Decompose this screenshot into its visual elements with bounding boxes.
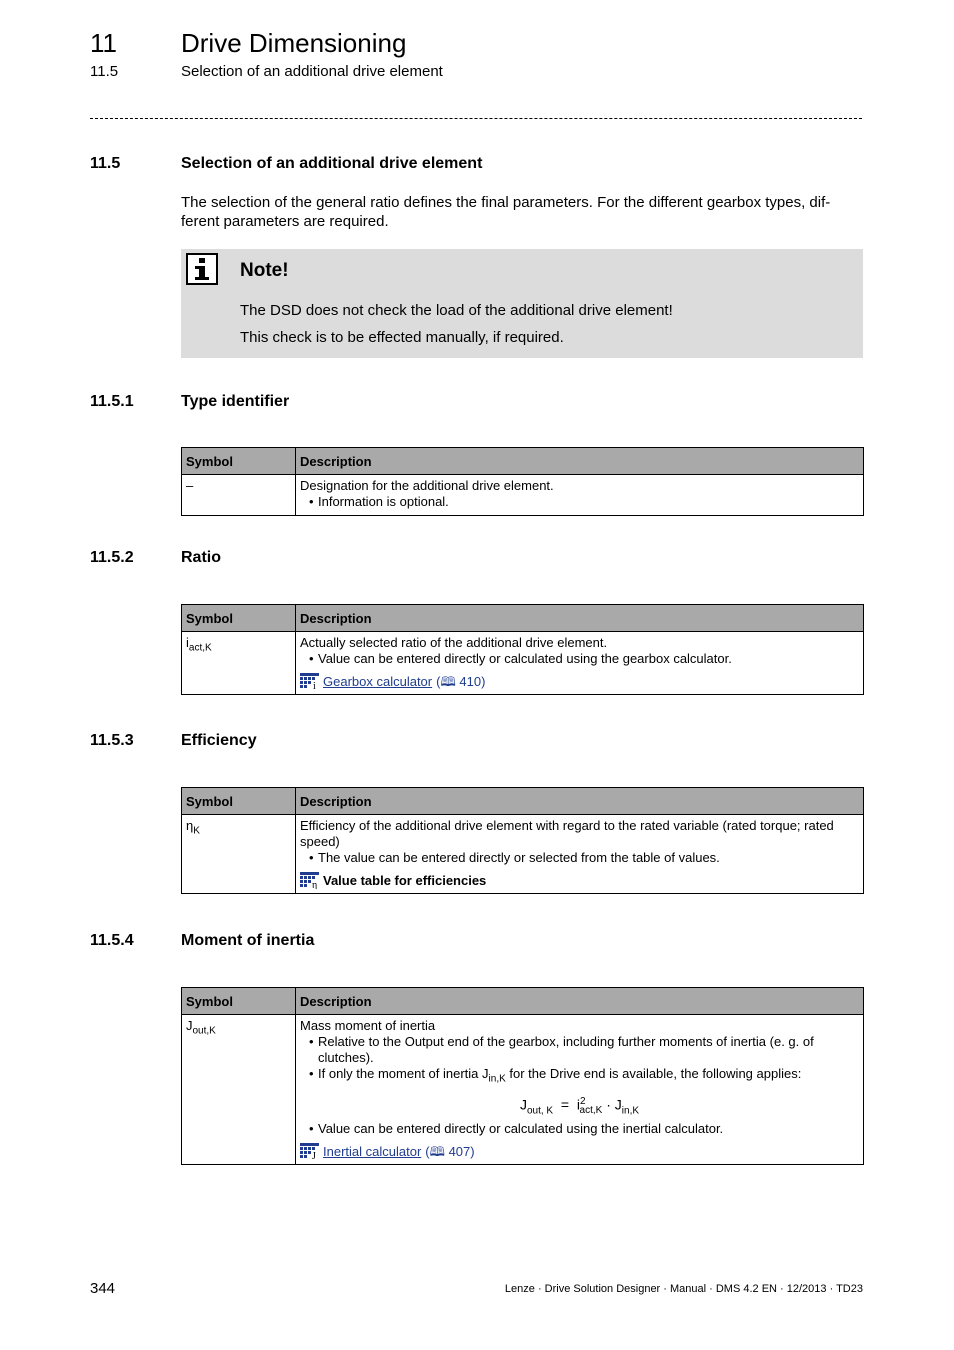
table-row [182,815,864,894]
header-section-number: 11.5 [90,63,119,80]
subsection-number: 11.5.2 [90,549,134,566]
intro-line-2: ferent parameters are required. [181,213,389,230]
description-text: speed) [300,834,340,849]
subsection-number: 11.5.1 [90,393,134,410]
page-reference-number: 410 [459,674,482,689]
bullet-text: for the Drive end is available, the following applies: [505,1066,802,1081]
description-text: Designation for the additional drive element. [300,478,554,493]
calculator-icon [300,673,319,690]
bullet-item: • The value can be entered directly or selected from the table of values. [300,850,859,866]
note-box [181,249,863,358]
bullet-item: • Value can be entered directly or calculated using the inertial calculator. [300,1121,859,1137]
column-header-description: Description [296,788,864,815]
formula-operator: · [606,1096,611,1113]
description-text: Actually selected ratio of the additional drive element. [300,635,608,650]
description-cell [296,1015,864,1165]
info-icon [186,253,218,285]
formula-subscript: act,K [579,1105,603,1117]
column-header-description: Description [296,605,864,632]
svg-text:η: η [312,880,318,889]
description-text: Efficiency of the additional drive element with regard to the rated variable (rated torque; rated [300,818,834,833]
note-line-1: The DSD does not check the load of the additional drive element! [240,302,673,319]
note-line-2: This check is to be effected manually, if required. [240,329,564,346]
bullet-item [300,1034,859,1066]
column-header-symbol: Symbol [182,605,296,632]
bullet-item: • Information is optional. [300,494,859,510]
document-info: Lenze · Drive Solution Designer · Manual · DMS 4.2 EN · 12/2013 · TD23 [504,1283,863,1295]
formula-subscript: out, K [526,1105,554,1117]
bullet-item [300,1066,859,1088]
table-row [182,632,864,695]
bullet-line: clutches). [318,1050,374,1065]
note-title: Note! [240,260,289,281]
subsection-title: Type identifier [181,393,290,410]
type-identifier-table [181,447,864,516]
column-header-symbol: Symbol [182,788,296,815]
subsection-number: 11.5.3 [90,732,134,749]
symbol-main: i [186,635,189,650]
description-cell [296,815,864,894]
section-intro [181,193,863,231]
table-row [182,475,864,516]
column-header-description: Description [296,988,864,1015]
page-number: 344 [90,1280,116,1297]
section-title: Selection of an additional drive element [181,155,483,172]
column-header-symbol: Symbol [182,448,296,475]
formula-term: J [614,1096,622,1113]
intro-line-1: The selection of the general ratio defines the final parameters. For the different gearbox types, dif- [181,194,831,211]
symbol-cell [182,1015,296,1165]
book-icon: 🕮 [429,1144,445,1160]
header-section-title: Selection of an additional drive element [181,63,443,80]
formula-subscript: in,K [621,1105,640,1117]
symbol-subscript: K [193,825,200,837]
calculator-icon [300,1143,319,1160]
svg-text:i: i [313,681,316,690]
inertial-calculator-link[interactable]: Inertial calculator [323,1144,422,1160]
value-table-icon [300,872,319,889]
ratio-table [181,604,864,695]
page-reference-number: 407 [448,1144,471,1160]
subsection-title: Moment of inertia [181,932,315,949]
description-text: Mass moment of inertia [300,1018,436,1033]
gearbox-calculator-link[interactable]: Gearbox calculator [323,674,433,689]
symbol-cell [182,632,296,695]
description-cell [296,475,864,516]
chapter-title: Drive Dimensioning [181,28,407,58]
symbol-subscript: out,K [192,1025,216,1037]
symbol-cell [182,815,296,894]
book-icon: 🕮 [440,674,456,689]
subsection-number: 11.5.4 [90,932,134,949]
subsection-title: Ratio [181,549,221,566]
bullet-item: • Value can be entered directly or calculated using the gearbox calculator. [300,651,859,667]
value-table-label: Value table for efficiencies [323,873,487,888]
column-header-description: Description [296,448,864,475]
moment-of-inertia-table [181,987,864,1165]
formula-superscript: 2 [579,1095,586,1107]
column-header-symbol: Symbol [182,988,296,1015]
bullet-text: If only the moment of inertia J [318,1066,489,1081]
table-row [182,1015,864,1165]
page-reference[interactable]: (🕮 407) [425,1144,475,1160]
bullet-line: • Relative to the Output end of the gearbox, including further moments of inertia (e. g. of [318,1034,814,1049]
chapter-number: 11 [90,28,117,58]
formula-operator: = [560,1096,570,1113]
efficiency-table [181,787,864,894]
description-cell [296,632,864,695]
formula-term: J [519,1096,527,1113]
bullet-subscript: in,K [488,1073,506,1085]
svg-text:J: J [312,1151,316,1161]
formula-term: i [576,1096,580,1113]
subsection-title: Efficiency [181,732,257,749]
symbol-cell: – [182,475,296,516]
symbol-subscript: act,K [188,642,212,654]
symbol-main: η [186,818,194,833]
header-divider [90,118,862,119]
section-number: 11.5 [90,155,121,172]
inertia-formula [300,1094,859,1119]
symbol-main: J [186,1018,193,1033]
page-reference[interactable]: (🕮 410) [436,674,486,689]
